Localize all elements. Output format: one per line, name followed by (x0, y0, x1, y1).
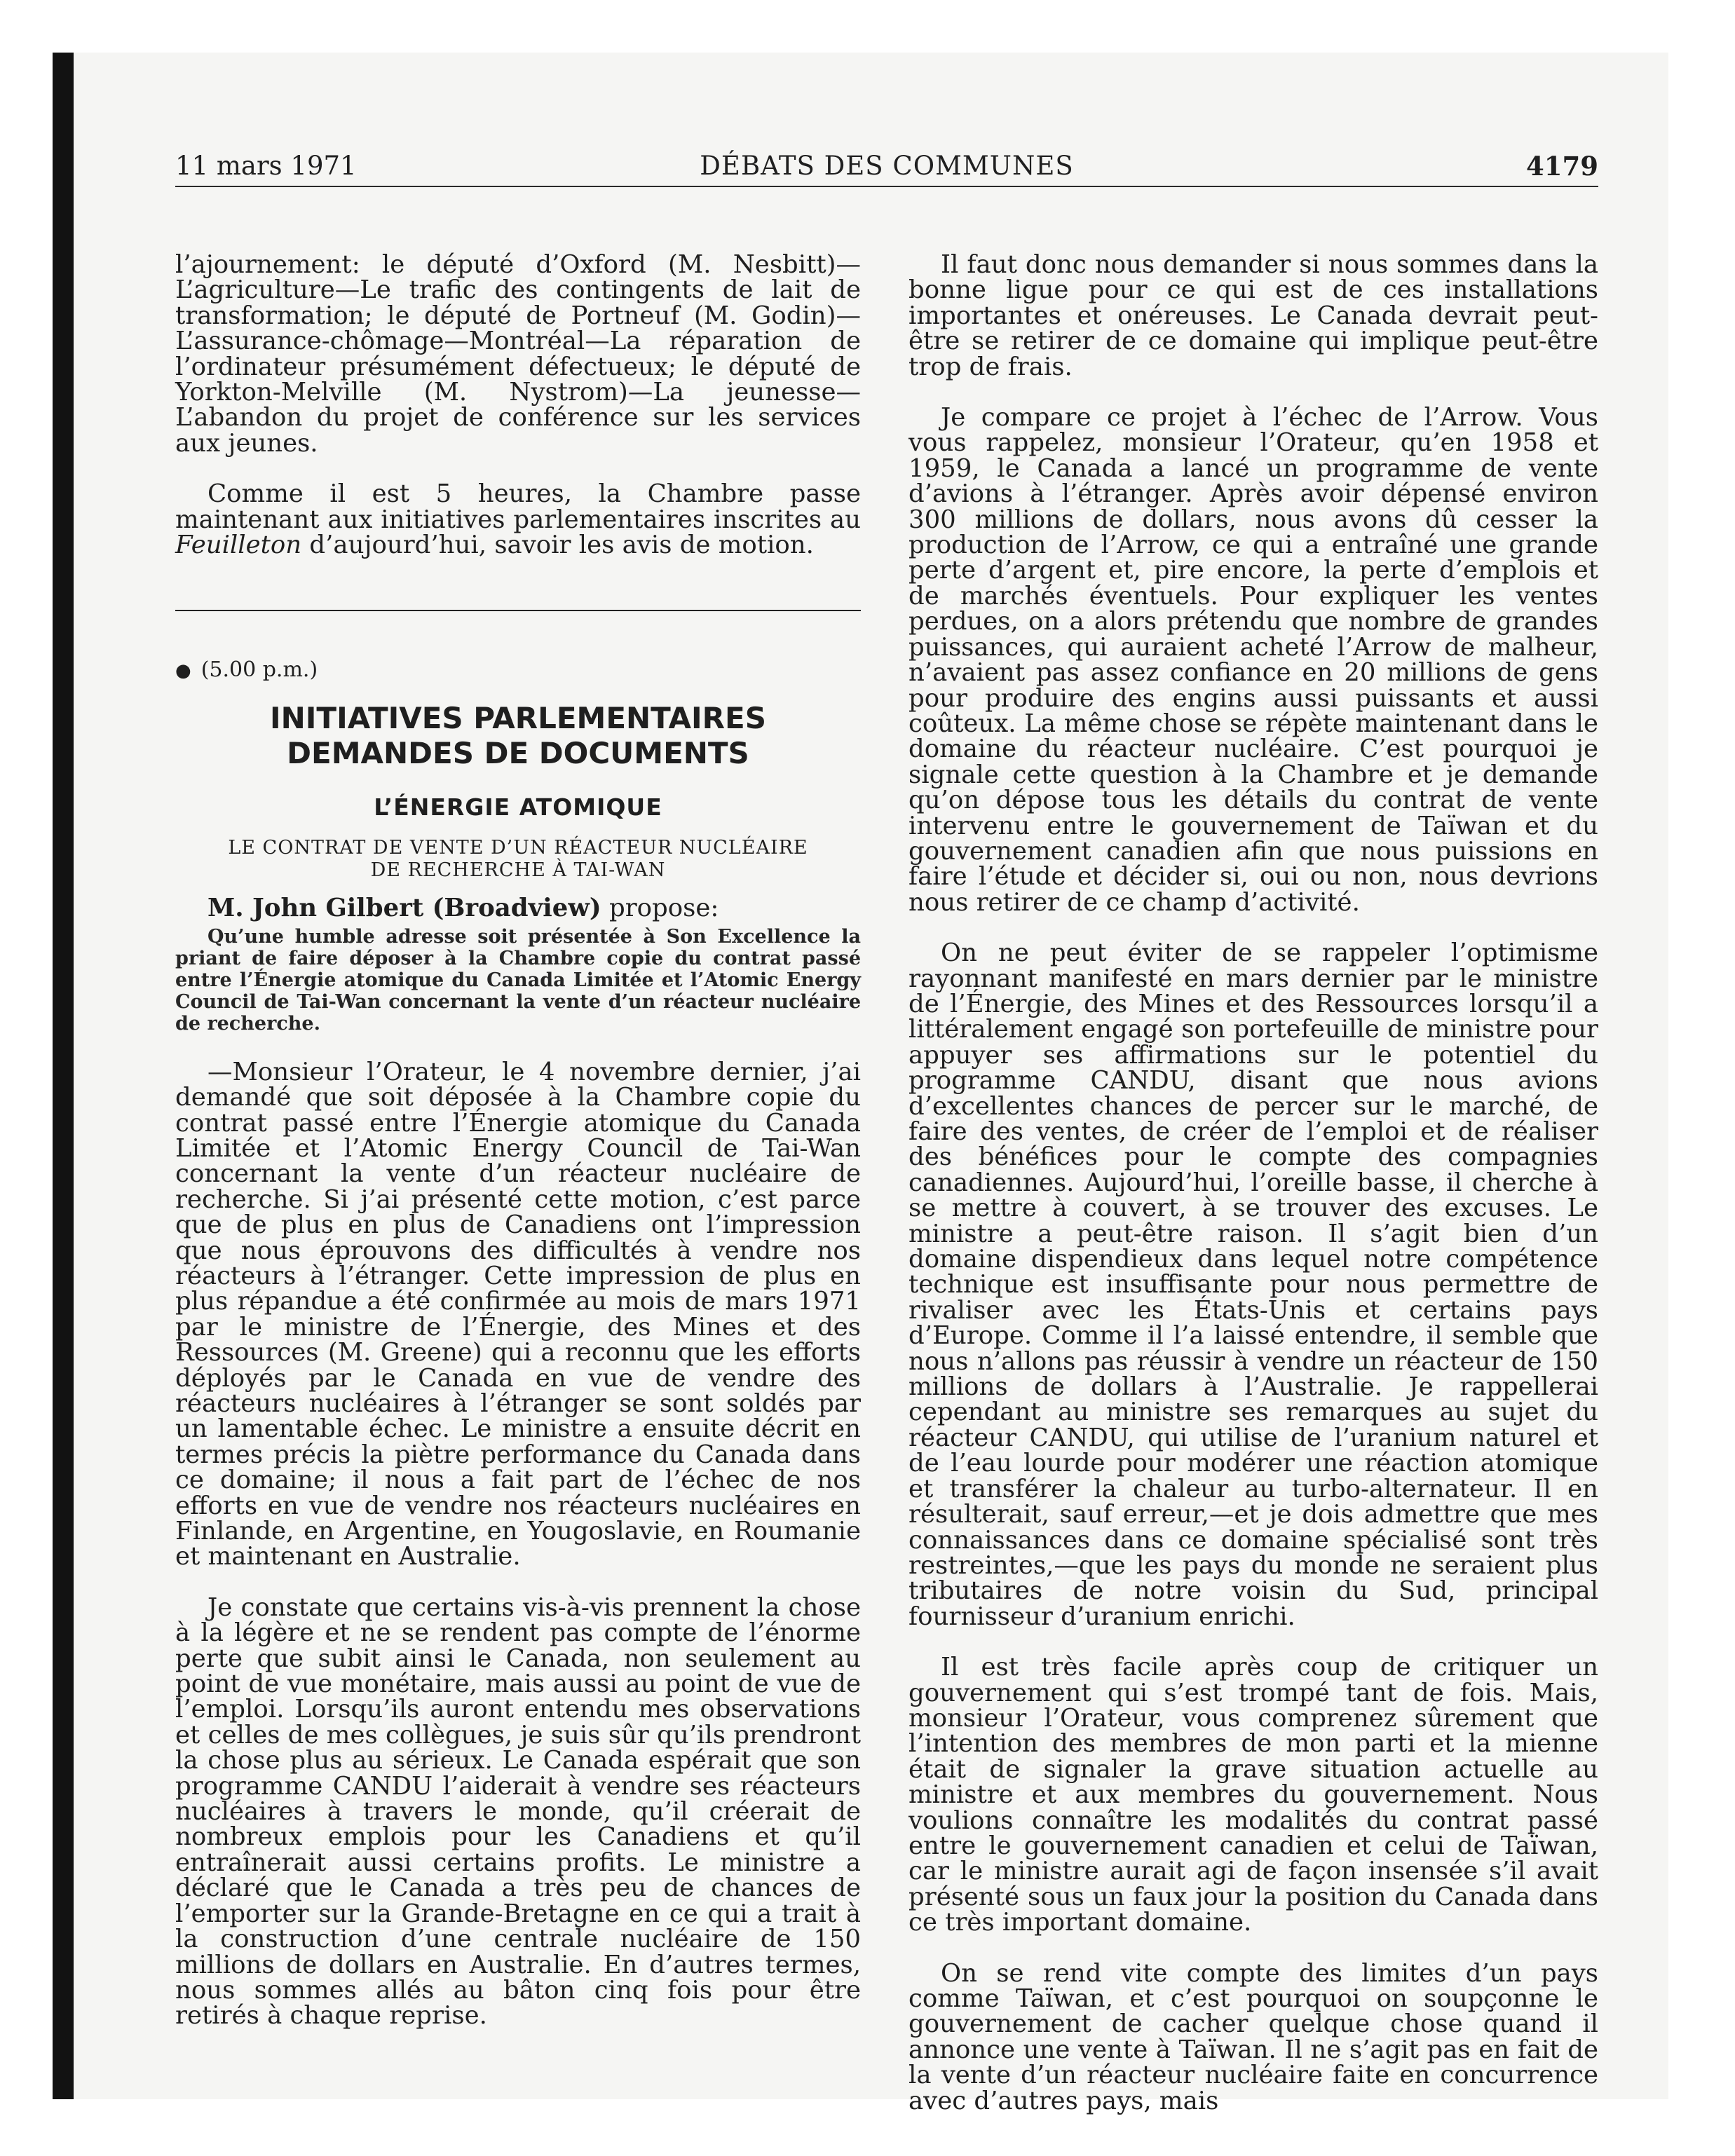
paragraph: On se rend vite compte des limites d’un pays comme Taïwan, et c’est pourquoi on soupçonne le gouvernement de cacher quelque chose quand il annonce une vente à Taïwan. Il ne s’agit pas en fait de la vente d’un réacteur nucléaire faite en concurrence avec d’autres pays, mais (909, 1958, 1598, 2115)
italic-term: Feuilleton (175, 531, 302, 560)
header-date: 11 mars 1971 (175, 151, 357, 181)
paragraph: Je constate que certains vis-à-vis prennent la chose à la légère et ne se rendent pas compte de l’énorme perte que subit ainsi le Canada, non seulement au point de vue monétaire, mais aussi au point de vue de l’emploi. Lorsqu’ils auront entendu mes observations et celles de mes collègues, je suis sûr qu’ils prendront la chose plus au sérieux. Le Canada espérait que son programme CANDU l’aiderait à vendre ses réacteurs nucléaires à travers le monde, qu’il créerait de nombreux emplois pour les Canadiens et qu’il entraînerait aussi certains profits. Le ministre a déclaré que le Canada a très peu de chances de l’emporter sur la Grande-Bretagne en ce qui a trait à la construction d’une centrale nucléaire de 150 millions de dollars en Australie. En d’autres termes, nous sommes allés au bâton cinq fois pour être retirés à chaque reprise. (175, 1592, 861, 2031)
paragraph: —Monsieur l’Orateur, le 4 novembre dernier, j’ai demandé que soit déposée à la Chambre copie du contrat passé entre l’Énergie atomique du Canada Limitée et l’Atomic Energy Council de Tai-Wan concernant la vente d’un réacteur nucléaire de recherche. Si j’ai présenté cette motion, c’est parce que de plus en plus de Canadiens ont l’impression que nous éprouvons des difficultés à vendre nos réacteurs à l’étranger. Cette impression de plus en plus répandue a été confirmée au mois de mars 1971 par le ministre de l’Énergie, des Mines et des Ressources (M. Greene) qui a reconnu que les efforts déployés par le Canada en vue de vendre des réacteurs nucléaires à l’étranger se sont soldés par un lamentable échec. Le ministre a ensuite décrit en termes précis la piètre performance du Canada dans ce domaine; il nous a fait part de l’échec de nos efforts en vue de vendre nos réacteurs nucléaires en Finlande, en Argentine, en Yougoslavie, en Roumanie et maintenant en Australie. (175, 1057, 861, 1571)
page-number: 4179 (1526, 151, 1598, 182)
subheading: L’ÉNERGIE ATOMIQUE (374, 793, 662, 821)
paragraph: Il faut donc nous demander si nous sommes dans la bonne ligue pour ce qui est de ces installations importantes et onéreuses. Le Canada devrait peut-être se retirer de ce domaine qui implique peut-être trop de frais. (909, 250, 1598, 381)
paragraph: l’ajournement: le député d’Oxford (M. Nesbitt)—L’agriculture—Le trafic des contingents de lait de transformation; le député de Portneuf (M. Godin)—L’assurance-chômage—Montréal—La réparation de l’ordinateur présumément défectueux; le député de Yorkton-Melville (M. Nystrom)—La jeunesse—L’abandon du projet de conférence sur les services aux jeunes. (175, 250, 861, 458)
speaker-line: M. John Gilbert (Broadview) propose: (207, 894, 719, 923)
sub-subheading: LE CONTRAT DE VENTE D’UN RÉACTEUR NUCLÉAIRE DE RECHERCHE À TAI-WAN (228, 837, 808, 882)
paragraph: On ne peut éviter de se rappeler l’optimisme rayonnant manifesté en mars dernier par le ministre de l’Énergie, des Mines et des Ressources lorsqu’il a littéralement engagé son portefeuille de ministre pour appuyer ses affirmations sur le potentiel du programme CANDU, disant que nous avions d’excellentes chances de percer sur le marché, de faire des ventes, de créer de l’emploi et de réaliser des bénéfices pour le compte des compagnies canadiennes. Aujourd’hui, l’oreille basse, il cherche à se mettre à couvert, à se trouver des excuses. Le ministre a peut-être raison. Il s’agit bien d’un domaine dispendieux dans lequel notre compétence technique est insuffisante pour nous permettre de rivaliser avec les États-Unis et certains pays d’Europe. Comme il l’a laissé entendre, il semble que nous n’allons pas réussir à vendre un réacteur de 150 millions de dollars à l’Australie. Je rappellerai cependant au ministre ses remarques au sujet du réacteur CANDU, qui utilise de l’uranium naturel et de l’eau lourde pour modérer une réaction atomique et transférer la chaleur au turbo-alternateur. Il en résulterait, sauf erreur,—et je dois admettre que mes connaissances dans ce domaine spécialisé sont très restreintes,—que les pays du monde ne seraient plus tributaires de notre voisin du Sud, principal fournisseur d’uranium enrichi. (909, 939, 1598, 1631)
paragraph: Je compare ce projet à l’échec de l’Arrow. Vous vous rappelez, monsieur l’Orateur, qu’en 1958 et 1959, le Canada a lancé un programme de vente d’avions à l’étranger. Après avoir dépensé environ 300 millions de dollars, nous avons dû cesser la production de l’Arrow, ce qui a entraîné une grande perte d’argent et, pire encore, la perte d’emplois et de marchés éventuels. Pour expliquer les ventes perdues, on a alors prétendu que nombre de grandes puissances, qui auraient acheté l’Arrow de malheur, n’avaient pas assez confiance en 20 millions de gens pour produire des engins aussi puissants et aussi coûteux. La même chose se répète maintenant dans le domaine du réacteur nucléaire. C’est pourquoi je signale cette question à la Chambre et je demande qu’on dépose tous les détails du contrat de vente intervenu entre le gouvernement de Taïwan et du gouvernement canadien afin que nous puissions en faire l’étude et décider si, oui ou non, nous devrions nous retirer de ce champ d’activité. (909, 403, 1598, 917)
section-heading: INITIATIVES PARLEMENTAIRES DEMANDES DE DOCUMENTS (270, 700, 766, 770)
left-column (175, 252, 861, 2029)
section-divider (175, 610, 861, 611)
bullet-icon: ● (175, 660, 191, 682)
page-header (175, 151, 1598, 187)
speaker-name: M. John Gilbert (Broadview) (207, 894, 601, 923)
right-column (909, 252, 1598, 2114)
paragraph: Il est très facile après coup de critiquer un gouvernement qui s’est trompé tant de fois. Mais, monsieur l’Orateur, vous comprenez sûrement que l’intention des membres de mon parti et la mienne était de signaler la grave situation actuelle au ministre et aux membres du gouvernement. Nous voulions connaître les modalités du contrat passé entre le gouvernement canadien et celui de Taïwan, car le ministre aurait agi de façon insensée s’il avait présenté sous un faux jour la position du Canada dans ce très important domaine. (909, 1653, 1598, 1937)
motion-text: Qu’une humble adresse soit présentée à Son Excellence la priant de faire déposer à la Chambre copie du contrat passé entre l’Énergie atomique du Canada Limitée et l’Atomic Energy Council de Tai-Wan concernant la vente d’un réacteur nucléaire de recherche. (175, 925, 861, 1035)
paragraph: Comme il est 5 heures, la Chambre passe maintenant aux initiatives parlementaires inscrites au Feuilleton d’aujourd’hui, savoir les avis de motion. (175, 479, 861, 560)
time-marker: ● (5.00 p.m.) (175, 657, 861, 683)
header-title: DÉBATS DES COMMUNES (700, 151, 1074, 181)
